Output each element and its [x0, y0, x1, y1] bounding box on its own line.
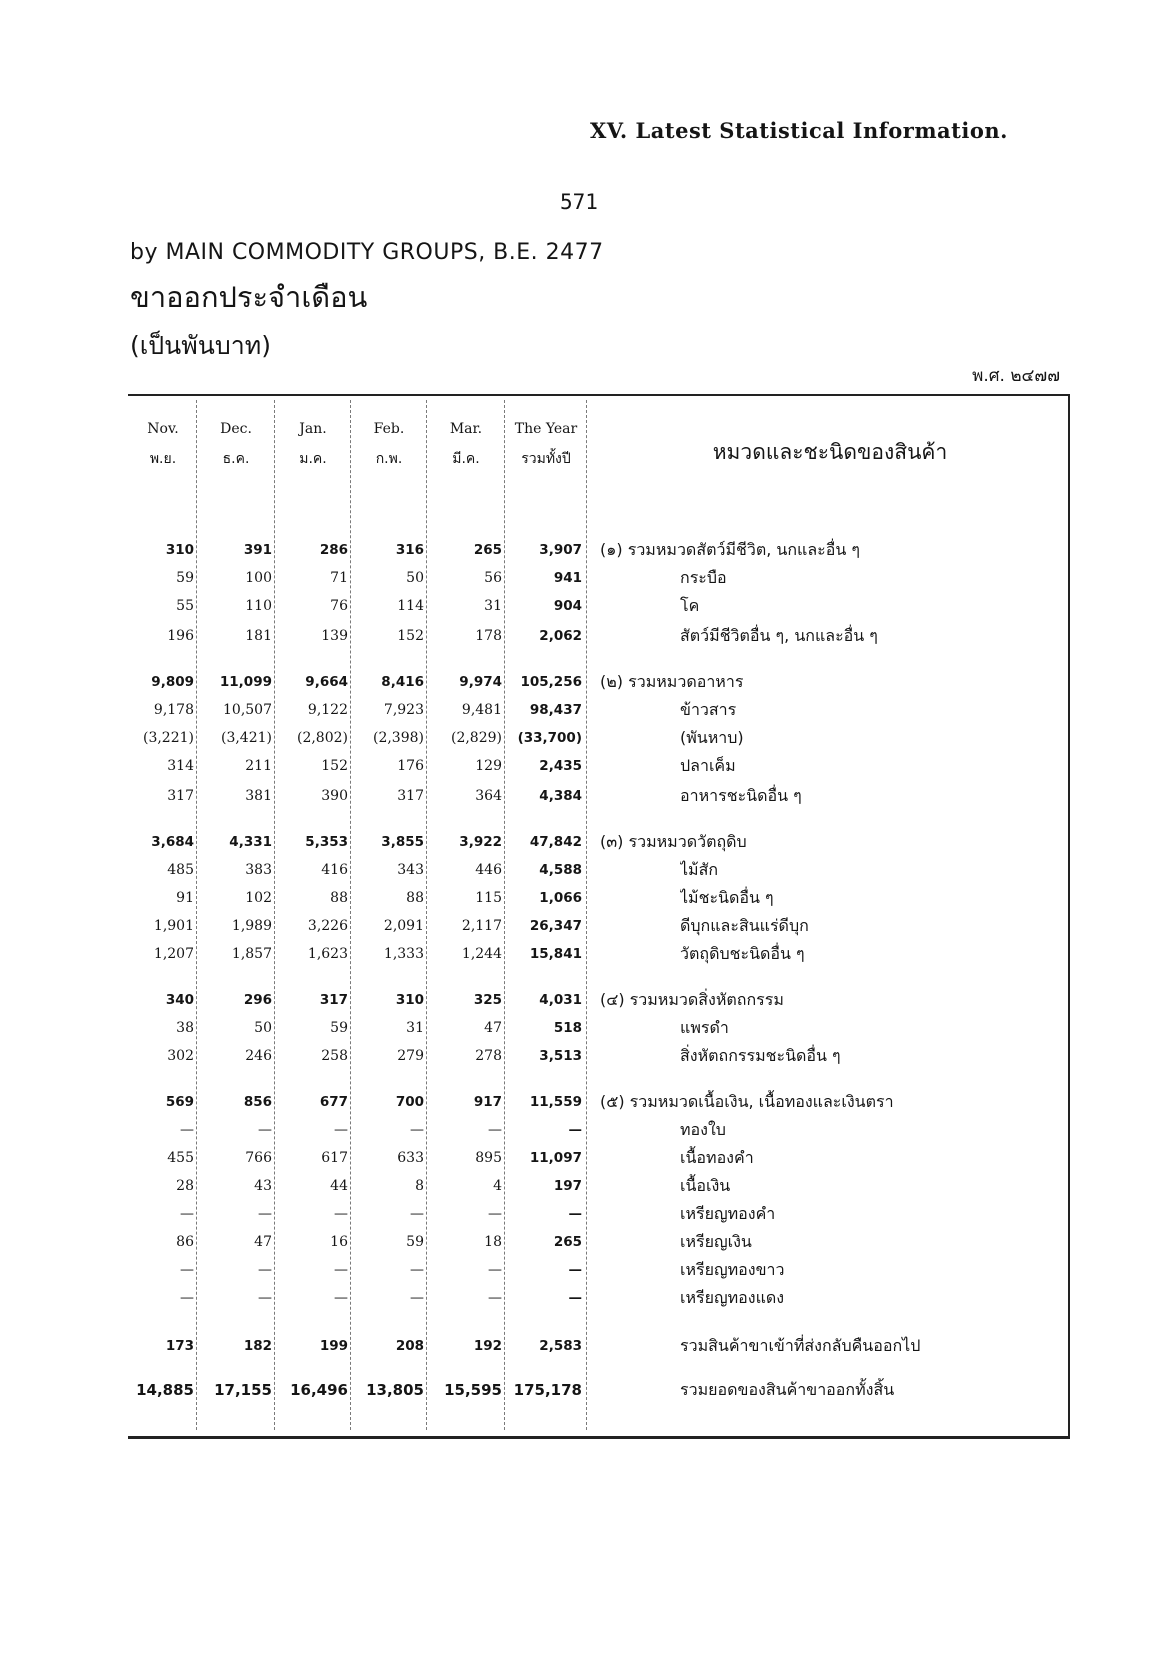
title-thai: ขาออกประจำเดือน [130, 280, 368, 314]
month-value-cell: 895 [475, 1150, 502, 1166]
table-row [0, 1228, 1174, 1256]
month-value-cell: 700 [395, 1094, 424, 1110]
month-value-cell: — [334, 1262, 348, 1278]
month-value-cell: 10,507 [223, 702, 272, 718]
month-value-cell: 391 [243, 542, 272, 558]
year-total-cell: 4,588 [539, 862, 582, 878]
running-head: XV. Latest Statistical Information. [590, 118, 1008, 143]
table-row [0, 828, 1174, 856]
month-value-cell: 1,989 [231, 918, 272, 934]
month-value-cell: — [410, 1290, 424, 1306]
month-value-cell: — [410, 1262, 424, 1278]
year-total-cell: — [568, 1122, 582, 1138]
month-value-cell: 1,244 [461, 946, 502, 962]
commodity-label: อาหารชะนิดอื่น ๆ [680, 786, 802, 805]
month-value-cell: 196 [167, 628, 194, 644]
month-value-cell: 455 [167, 1150, 194, 1166]
commodity-label: ดีบุกและสินแร่ดีบุก [680, 916, 809, 935]
page-number: 571 [560, 190, 598, 214]
commodity-label: ไม้สัก [680, 860, 719, 879]
month-value-cell: 9,664 [305, 674, 348, 690]
month-value-cell: 211 [245, 758, 272, 774]
month-value-cell: 446 [475, 862, 502, 878]
month-value-cell: 633 [397, 1150, 424, 1166]
year-total-cell: 2,435 [539, 758, 582, 774]
month-value-cell: 16 [330, 1234, 348, 1250]
table-row [0, 622, 1174, 650]
month-value-cell: 28 [176, 1178, 194, 1194]
commodity-label: เหรียญทองขาว [680, 1260, 785, 1279]
month-value-cell: 7,923 [383, 702, 424, 718]
month-value-cell: 139 [321, 628, 348, 644]
table-row [0, 782, 1174, 810]
month-value-cell: 2,117 [461, 918, 502, 934]
month-value-cell: 310 [395, 992, 424, 1008]
month-value-cell: 9,809 [151, 674, 194, 690]
month-value-cell: 416 [321, 862, 348, 878]
header-feb [352, 414, 426, 474]
month-value-cell: 59 [406, 1234, 424, 1250]
month-value-cell: 31 [484, 598, 502, 614]
month-value-cell: 617 [321, 1150, 348, 1166]
month-value-cell: — [334, 1122, 348, 1138]
commodity-label: โค [680, 596, 700, 615]
month-value-cell: 1,857 [231, 946, 272, 962]
month-value-cell: 47 [484, 1020, 502, 1036]
month-value-cell: 100 [245, 570, 272, 586]
month-value-cell: 16,496 [290, 1381, 348, 1399]
month-value-cell: (2,398) [372, 730, 424, 746]
month-value-cell: 286 [319, 542, 348, 558]
month-value-cell: 43 [254, 1178, 272, 1194]
year-total-cell: (33,700) [517, 730, 582, 746]
table-row [0, 668, 1174, 696]
year-total-cell: 4,031 [539, 992, 582, 1008]
month-value-cell: 208 [395, 1338, 424, 1354]
month-value-cell: 296 [243, 992, 272, 1008]
month-value-cell: — [410, 1122, 424, 1138]
commodity-label: ทองใบ [680, 1120, 726, 1139]
month-value-cell: 76 [330, 598, 348, 614]
month-value-cell: 115 [475, 890, 502, 906]
year-total-cell: 11,097 [529, 1150, 582, 1166]
table-row [0, 912, 1174, 940]
month-value-cell: — [488, 1262, 502, 1278]
month-value-cell: 383 [245, 862, 272, 878]
header-label-en: Feb. [373, 421, 405, 437]
month-value-cell: 278 [475, 1048, 502, 1064]
month-value-cell: (2,829) [450, 730, 502, 746]
month-value-cell: 182 [243, 1338, 272, 1354]
month-value-cell: 88 [330, 890, 348, 906]
month-value-cell: 5,353 [305, 834, 348, 850]
month-value-cell: 14,885 [136, 1381, 194, 1399]
header-mar [428, 414, 504, 474]
month-value-cell: 343 [397, 862, 424, 878]
month-value-cell: 314 [167, 758, 194, 774]
month-value-cell: 9,974 [459, 674, 502, 690]
commodity-label: ข้าวสาร [680, 700, 737, 719]
commodity-label: เนื้อทองคำ [680, 1148, 754, 1167]
table-row [0, 564, 1174, 592]
unit-thai: (เป็นพันบาท) [130, 331, 271, 360]
month-value-cell: 88 [406, 890, 424, 906]
month-value-cell: 55 [176, 598, 194, 614]
month-value-cell: 316 [395, 542, 424, 558]
month-value-cell: 4,331 [229, 834, 272, 850]
year-total-cell: 904 [553, 598, 582, 614]
month-value-cell: 86 [176, 1234, 194, 1250]
month-value-cell: 17,155 [214, 1381, 272, 1399]
header-label-th: รวมทั้งปี [521, 451, 571, 467]
commodity-label: รวมยอดของสินค้าขาออกทั้งสิ้น [680, 1380, 895, 1399]
month-value-cell: 18 [484, 1234, 502, 1250]
year-thai: พ.ศ. ๒๔๗๗ [972, 366, 1060, 386]
month-value-cell: — [488, 1122, 502, 1138]
month-value-cell: 917 [473, 1094, 502, 1110]
commodity-label: เหรียญทองแดง [680, 1288, 785, 1307]
month-value-cell: 152 [397, 628, 424, 644]
month-value-cell: 310 [165, 542, 194, 558]
month-value-cell: — [258, 1262, 272, 1278]
month-value-cell: 381 [245, 788, 272, 804]
commodity-label: (พันหาบ) [680, 728, 744, 747]
month-value-cell: 246 [245, 1048, 272, 1064]
month-value-cell: 59 [330, 1020, 348, 1036]
year-total-cell: 175,178 [513, 1381, 582, 1399]
month-value-cell: 9,178 [153, 702, 194, 718]
month-value-cell: 110 [245, 598, 272, 614]
table-row [0, 592, 1174, 620]
month-value-cell: — [488, 1206, 502, 1222]
month-value-cell: 8 [415, 1178, 424, 1194]
month-value-cell: 3,684 [151, 834, 194, 850]
month-value-cell: — [180, 1290, 194, 1306]
month-value-cell: 3,226 [307, 918, 348, 934]
month-value-cell: — [488, 1290, 502, 1306]
month-value-cell: 258 [321, 1048, 348, 1064]
month-value-cell: 265 [473, 542, 502, 558]
month-value-cell: 178 [475, 628, 502, 644]
header-label-en: Dec. [220, 421, 252, 437]
month-value-cell: 4 [493, 1178, 502, 1194]
month-value-cell: 1,207 [153, 946, 194, 962]
table-row [0, 940, 1174, 968]
year-total-cell: 3,513 [539, 1048, 582, 1064]
month-value-cell: 50 [406, 570, 424, 586]
commodity-label: (๓) รวมหมวดวัตถุดิบ [600, 832, 747, 851]
commodity-label: เหรียญเงิน [680, 1232, 752, 1251]
month-value-cell: 181 [245, 628, 272, 644]
commodity-label: (๑) รวมหมวดสัตว์มีชีวิต, นกและอื่น ๆ [600, 540, 860, 559]
month-value-cell: — [258, 1122, 272, 1138]
month-value-cell: — [410, 1206, 424, 1222]
year-total-cell: 4,384 [539, 788, 582, 804]
month-value-cell: 317 [397, 788, 424, 804]
month-value-cell: (3,421) [220, 730, 272, 746]
year-total-cell: 26,347 [529, 918, 582, 934]
month-value-cell: (2,802) [296, 730, 348, 746]
commodity-label: ปลาเค็ม [680, 756, 736, 775]
month-value-cell: 390 [321, 788, 348, 804]
month-value-cell: 766 [245, 1150, 272, 1166]
header-label-en: The Year [514, 421, 578, 437]
month-value-cell: 44 [330, 1178, 348, 1194]
header-label-en: Nov. [147, 421, 179, 437]
year-total-cell: 197 [553, 1178, 582, 1194]
month-value-cell: 856 [243, 1094, 272, 1110]
table-row [0, 752, 1174, 780]
year-total-cell: 3,907 [539, 542, 582, 558]
table-row [0, 696, 1174, 724]
month-value-cell: 2,091 [383, 918, 424, 934]
header-dec [198, 414, 274, 474]
table-row [0, 1042, 1174, 1070]
month-value-cell: 15,595 [444, 1381, 502, 1399]
month-value-cell: — [258, 1206, 272, 1222]
table-row [0, 986, 1174, 1014]
header-label-th: มี.ค. [452, 451, 480, 467]
header-label-th: ก.พ. [375, 451, 403, 467]
month-value-cell: 56 [484, 570, 502, 586]
table-row [0, 536, 1174, 564]
month-value-cell: 485 [167, 862, 194, 878]
month-value-cell: 102 [245, 890, 272, 906]
month-value-cell: 31 [406, 1020, 424, 1036]
header-label-th: พ.ย. [149, 451, 177, 467]
month-value-cell: — [334, 1206, 348, 1222]
header-label-en: Mar. [449, 421, 483, 437]
table-row [0, 1144, 1174, 1172]
table-row [0, 1088, 1174, 1116]
year-total-cell: 15,841 [529, 946, 582, 962]
month-value-cell: 152 [321, 758, 348, 774]
commodity-label: เหรียญทองคำ [680, 1204, 776, 1223]
header-label-th: ม.ค. [299, 451, 327, 467]
month-value-cell: 9,481 [461, 702, 502, 718]
month-value-cell: 114 [397, 598, 424, 614]
month-value-cell: — [180, 1262, 194, 1278]
year-total-cell: 105,256 [520, 674, 582, 690]
month-value-cell: 9,122 [307, 702, 348, 718]
month-value-cell: (3,221) [142, 730, 194, 746]
month-value-cell: — [180, 1122, 194, 1138]
title-english: by MAIN COMMODITY GROUPS, B.E. 2477 [130, 240, 604, 265]
commodity-label: กระบือ [680, 568, 727, 587]
commodity-label: เนื้อเงิน [680, 1176, 731, 1195]
year-total-cell: 2,583 [539, 1338, 582, 1354]
month-value-cell: 677 [319, 1094, 348, 1110]
month-value-cell: 364 [475, 788, 502, 804]
header-label-th: ธ.ค. [222, 451, 250, 467]
month-value-cell: — [180, 1206, 194, 1222]
commodity-label: (๔) รวมหมวดสิ่งหัตถกรรม [600, 990, 784, 1009]
table-row [0, 1172, 1174, 1200]
table-row [0, 856, 1174, 884]
commodity-label: สิ่งหัตถกรรมชะนิดอื่น ๆ [680, 1046, 841, 1065]
month-value-cell: 569 [165, 1094, 194, 1110]
month-value-cell: 317 [167, 788, 194, 804]
month-value-cell: 173 [165, 1338, 194, 1354]
month-value-cell: 302 [167, 1048, 194, 1064]
commodity-label: แพรดำ [680, 1018, 729, 1037]
commodity-label: (๕) รวมหมวดเนื้อเงิน, เนื้อทองและเงินตรา [600, 1092, 894, 1111]
month-value-cell: 279 [397, 1048, 424, 1064]
commodity-label: (๒) รวมหมวดอาหาร [600, 672, 744, 691]
month-value-cell: 47 [254, 1234, 272, 1250]
table-row [0, 1116, 1174, 1144]
commodity-label: วัตถุดิบชะนิดอื่น ๆ [680, 944, 805, 963]
month-value-cell: 1,901 [153, 918, 194, 934]
month-value-cell: 8,416 [381, 674, 424, 690]
month-value-cell: 192 [473, 1338, 502, 1354]
month-value-cell: 71 [330, 570, 348, 586]
month-value-cell: — [258, 1290, 272, 1306]
month-value-cell: 317 [319, 992, 348, 1008]
commodity-label: รวมสินค้าขาเข้าที่ส่งกลับคืนออกไป [680, 1336, 921, 1355]
header-year [506, 414, 586, 474]
year-total-cell: 1,066 [539, 890, 582, 906]
year-total-cell: — [568, 1206, 582, 1222]
month-value-cell: 1,623 [307, 946, 348, 962]
month-value-cell: — [334, 1290, 348, 1306]
header-jan [276, 414, 350, 474]
header-description: หมวดและชะนิดของสินค้า [712, 440, 948, 464]
month-value-cell: 11,099 [219, 674, 272, 690]
month-value-cell: 59 [176, 570, 194, 586]
year-total-cell: — [568, 1290, 582, 1306]
table-row [0, 724, 1174, 752]
header-label-en: Jan. [299, 421, 327, 437]
header-nov [130, 414, 196, 474]
month-value-cell: 38 [176, 1020, 194, 1036]
table-row [0, 1376, 1174, 1404]
month-value-cell: 50 [254, 1020, 272, 1036]
year-total-cell: 941 [553, 570, 582, 586]
commodity-label: สัตว์มีชีวิตอื่น ๆ, นกและอื่น ๆ [680, 626, 878, 645]
table-row [0, 1200, 1174, 1228]
table-row [0, 1284, 1174, 1312]
year-total-cell: 11,559 [529, 1094, 582, 1110]
year-total-cell: 265 [553, 1234, 582, 1250]
month-value-cell: 3,855 [381, 834, 424, 850]
month-value-cell: 3,922 [459, 834, 502, 850]
month-value-cell: 91 [176, 890, 194, 906]
month-value-cell: 325 [473, 992, 502, 1008]
table-row [0, 1014, 1174, 1042]
year-total-cell: 47,842 [529, 834, 582, 850]
month-value-cell: 176 [397, 758, 424, 774]
year-total-cell: 98,437 [529, 702, 582, 718]
table-row [0, 1332, 1174, 1360]
table-row [0, 884, 1174, 912]
month-value-cell: 199 [319, 1338, 348, 1354]
year-total-cell: 2,062 [539, 628, 582, 644]
month-value-cell: 13,805 [366, 1381, 424, 1399]
year-total-cell: — [568, 1262, 582, 1278]
month-value-cell: 340 [165, 992, 194, 1008]
table-row [0, 1256, 1174, 1284]
month-value-cell: 129 [475, 758, 502, 774]
year-total-cell: 518 [553, 1020, 582, 1036]
commodity-label: ไม้ชะนิดอื่น ๆ [680, 888, 774, 907]
month-value-cell: 1,333 [383, 946, 424, 962]
